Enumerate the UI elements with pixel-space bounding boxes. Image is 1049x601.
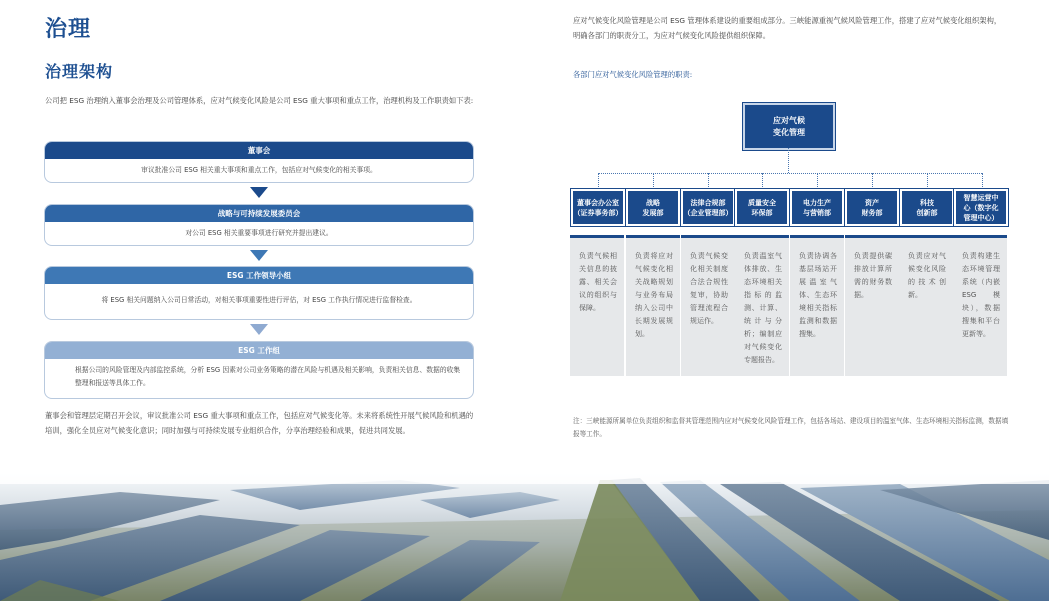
footnote: 注：三峡能源所属单位负责组织和监督其管理范围内应对气候变化风险管理工作，包括各场站、建设项目的温室气体、生态环境相关指标监测，数据填报等工作。: [573, 417, 1009, 438]
duty-strategy: [626, 238, 680, 376]
esg-leadership-box: [44, 266, 474, 320]
duty-text: 负责温室气体排放、生态环境相关指标的监测、计算、统计与分析；编制应对气候变化专题报告。: [744, 252, 782, 364]
section-subtitle: 治理架构: [45, 62, 114, 81]
dept-label: 环保部: [751, 208, 773, 217]
down-arrow-icon: [250, 324, 268, 335]
org-connector-drop: [762, 173, 763, 189]
esg-leadership-description: 将 ESG 相关问题纳入公司日常活动，对相关事项重要性进行评估，对 ESG 工作执行情况进行监督检查。: [101, 296, 417, 304]
dept-asset-finance: [845, 189, 899, 226]
solar-field-photo: [0, 470, 1049, 601]
org-connector-drop: [598, 173, 599, 189]
esg-working-group-title: ESG 工作组: [45, 342, 473, 359]
section-title: 治理: [45, 17, 92, 42]
dept-quality-safety: [735, 189, 789, 226]
org-connector-drop: [708, 173, 709, 189]
dept-tech-innovation: [900, 189, 954, 226]
strategy-committee-box: [44, 204, 474, 246]
duty-text: 负责将应对气候变化相关战略规划与业务布局纳入公司中长期发展规划。: [635, 252, 673, 338]
dept-label: （企业管理部）: [683, 208, 733, 217]
dept-label: 发展部: [642, 208, 664, 217]
board-title: 董事会: [45, 142, 473, 159]
duty-asset-finance: [845, 238, 899, 376]
board-description: 审议批准公司 ESG 相关重大事项和重点工作，包括应对气候变化的相关事项。: [141, 166, 377, 174]
department-duties-caption: 各部门应对气候变化风险管理的职责:: [573, 70, 693, 79]
climate-management-node: [743, 103, 835, 150]
dept-label: 资产: [865, 198, 879, 207]
dept-label: 科技: [920, 198, 934, 207]
esg-working-group-box: [44, 341, 474, 399]
strategy-committee-title: 战略与可持续发展委员会: [45, 205, 473, 222]
org-connector-drop: [817, 173, 818, 189]
down-arrow-icon: [250, 250, 268, 261]
org-connector-drop: [872, 173, 873, 189]
duty-text: 负责应对气候变化风险的技术创新。: [908, 252, 946, 299]
dept-legal-compliance: [681, 189, 735, 226]
esg-working-group-description: 根据公司的风险管理及内部监控系统，分析 ESG 因素对公司业务策略的潜在风险与机遇及相关影响，负责相关信息、数据的收集整理和报送等具体工作。: [75, 366, 461, 387]
duty-text: 负责气候变化相关制度合法合规性复审，协助管理流程合规运作。: [690, 252, 728, 325]
dept-label: （证券事务部）: [573, 208, 623, 217]
duty-power-production: [790, 238, 844, 376]
dept-label: 电力生产: [803, 198, 831, 207]
climate-node-line-1: 应对气候: [773, 115, 805, 125]
governance-intro: 公司把 ESG 治理纳入董事会治理及公司管理体系，应对气候变化风险是公司 ESG 重大事项和重点工作，治理机构及工作职责如下表:: [45, 96, 474, 105]
org-connector-bus: [598, 173, 982, 174]
duty-quality-safety: [735, 238, 789, 376]
dept-label: 智慧运营中: [963, 193, 999, 202]
duty-legal-compliance: [681, 238, 735, 376]
climate-risk-intro: 应对气候变化风险管理是公司 ESG 管理体系建设的重要组成部分。三峡能源重视气候风险管理工作，搭建了应对气候变化组织架构，明确各部门的职责分工，为应对气候变化风险提供组织保障。: [573, 16, 1002, 40]
dept-label: 战略: [646, 198, 660, 207]
dept-label: 创新部: [916, 208, 938, 217]
org-connector-trunk: [788, 148, 789, 173]
duty-text: 负责气候相关信息的披露、相关会议的组织与保障。: [579, 252, 617, 312]
dept-label: 财务部: [861, 208, 883, 217]
dept-label: 心（数字化: [963, 203, 999, 212]
strategy-committee-description: 对公司 ESG 相关重要事项进行研究并提出建议。: [185, 229, 333, 237]
dept-power-production: [790, 189, 844, 226]
climate-node-line-2: 变化管理: [773, 127, 805, 137]
solar-panels-image: [0, 470, 1049, 601]
org-connector-drop: [653, 173, 654, 189]
dept-strategy: [626, 189, 680, 226]
duty-text: 负责协调各基层场站开展温室气体、生态环境相关指标监测和数据搜集。: [799, 252, 837, 338]
dept-board-office: [571, 189, 625, 226]
governance-closing-paragraph: 董事会和管理层定期召开会议，审议批准公司 ESG 重大事项和重点工作，包括应对气候变化等。未来将系统性开展气候风险和机遇的培训，强化全员应对气候变化意识；同时加强与可持续发展专业组织合作，分享治理经验和成果，促进共同发展。: [45, 411, 474, 435]
dept-label: 与营销部: [803, 208, 831, 217]
dept-smart-operations: [954, 189, 1008, 226]
duty-text: 负责提供碳排放计算所需的财务数据。: [854, 252, 892, 299]
duty-board-office: [570, 238, 624, 376]
board-box: [44, 141, 474, 183]
duty-text: 负责构建生态环境管理系统（内嵌ESG模块），数据搜集和平台更新等。: [962, 252, 1000, 338]
down-arrow-icon: [250, 187, 268, 198]
dept-label: 质量安全: [748, 198, 776, 207]
dept-label: 管理中心）: [963, 213, 999, 222]
duty-tech-innovation: [899, 238, 953, 376]
dept-label: 董事会办公室: [577, 198, 619, 207]
dept-label: 法律合规部: [690, 198, 726, 207]
esg-leadership-title: ESG 工作领导小组: [45, 267, 473, 284]
org-connector-drop: [927, 173, 928, 189]
duty-smart-operations: [953, 238, 1007, 376]
org-connector-drop: [982, 173, 983, 189]
